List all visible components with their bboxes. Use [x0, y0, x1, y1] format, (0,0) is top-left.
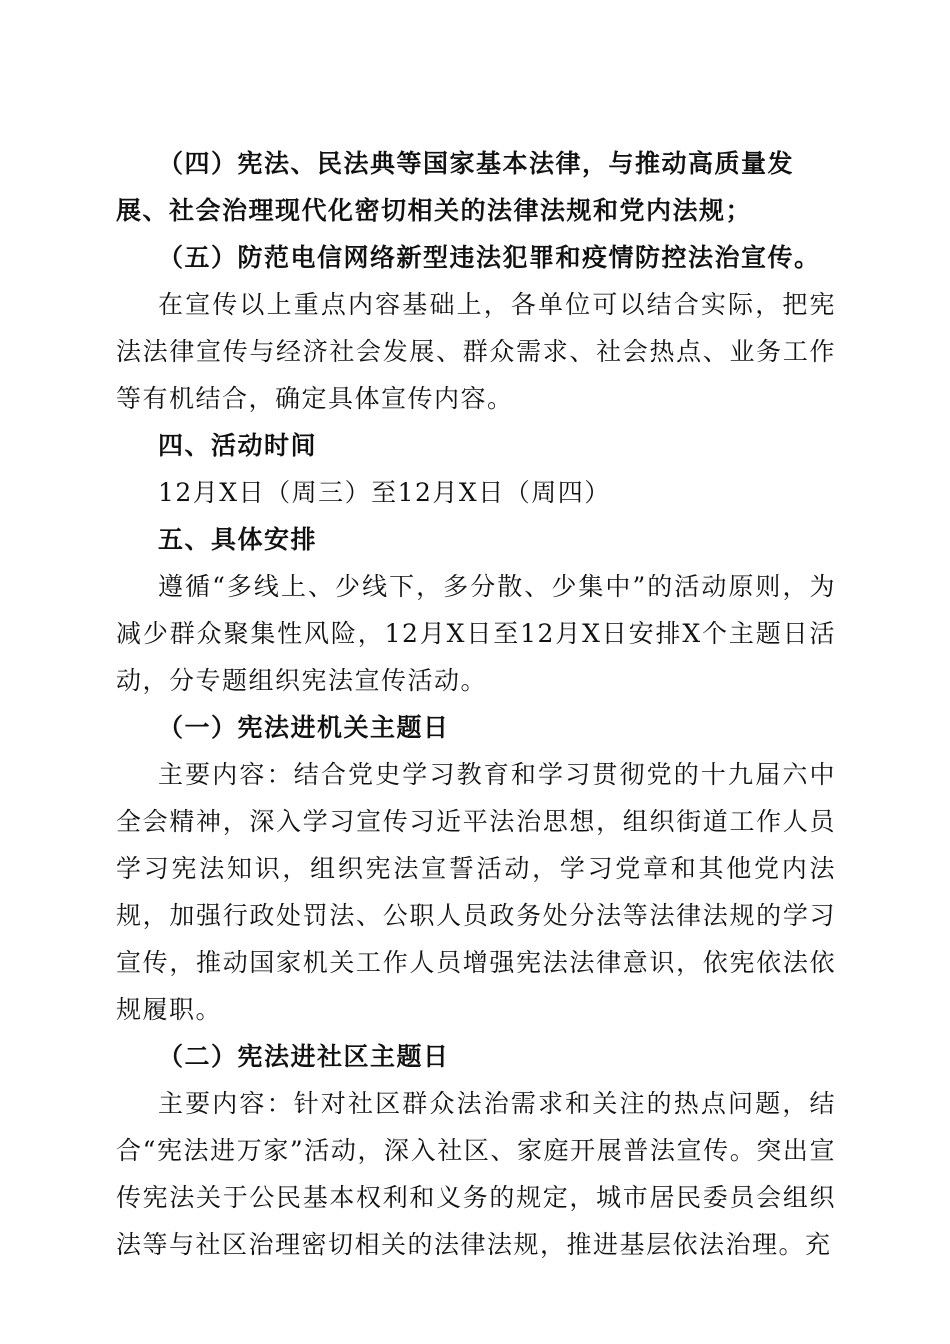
section-item-5: （五）防范电信网络新型违法犯罪和疫情防控法治宣传。 — [158, 243, 821, 272]
paragraph-activity-dates: 12月X日（周三）至12月X日（周四） — [158, 478, 611, 507]
heading-activity-time: 四、活动时间 — [158, 431, 318, 460]
heading-specific-arrangement: 五、具体安排 — [158, 525, 318, 554]
subheading-agency-day: （一）宪法进机关主题日 — [158, 713, 450, 742]
paragraph-arrangement-principle: 遵循“多线上、少线下，多分散、少集中”的活动原则，为减少群众聚集性风险，12月X日至12月X日安排X个主题日活动，分专题组织宪法宣传活动。 — [116, 572, 836, 695]
section-item-4: （四）宪法、民法典等国家基本法律，与推动高质量发展、社会治理现代化密切相关的法律法规和党内法规； — [116, 149, 795, 225]
document-body — [116, 140, 836, 1268]
paragraph-community-day-content: 主要内容：针对社区群众法治需求和关注的热点问题，结合“宪法进万家”活动，深入社区、家庭开展普法宣传。突出宣传宪法关于公民基本权利和义务的规定，城市居民委员会组织法等与社区治理密切相关的法律法规，推进基层依法治理。充 — [116, 1089, 836, 1259]
paragraph-agency-day-content: 主要内容：结合党史学习教育和学习贯彻党的十九届六中全会精神，深入学习宣传习近平法治思想，组织街道工作人员学习宪法知识，组织宪法宣誓活动，学习党章和其他党内法规，加强行政处罚法、公职人员政务处分法等法律法规的学习宣传，推动国家机关工作人员增强宪法法律意识，依宪依法依规履职。 — [116, 760, 836, 1024]
subheading-community-day: （二）宪法进社区主题日 — [158, 1042, 450, 1071]
paragraph-propaganda-content: 在宣传以上重点内容基础上，各单位可以结合实际，把宪法法律宣传与经济社会发展、群众需求、社会热点、业务工作等有机结合，确定具体宣传内容。 — [116, 290, 836, 413]
